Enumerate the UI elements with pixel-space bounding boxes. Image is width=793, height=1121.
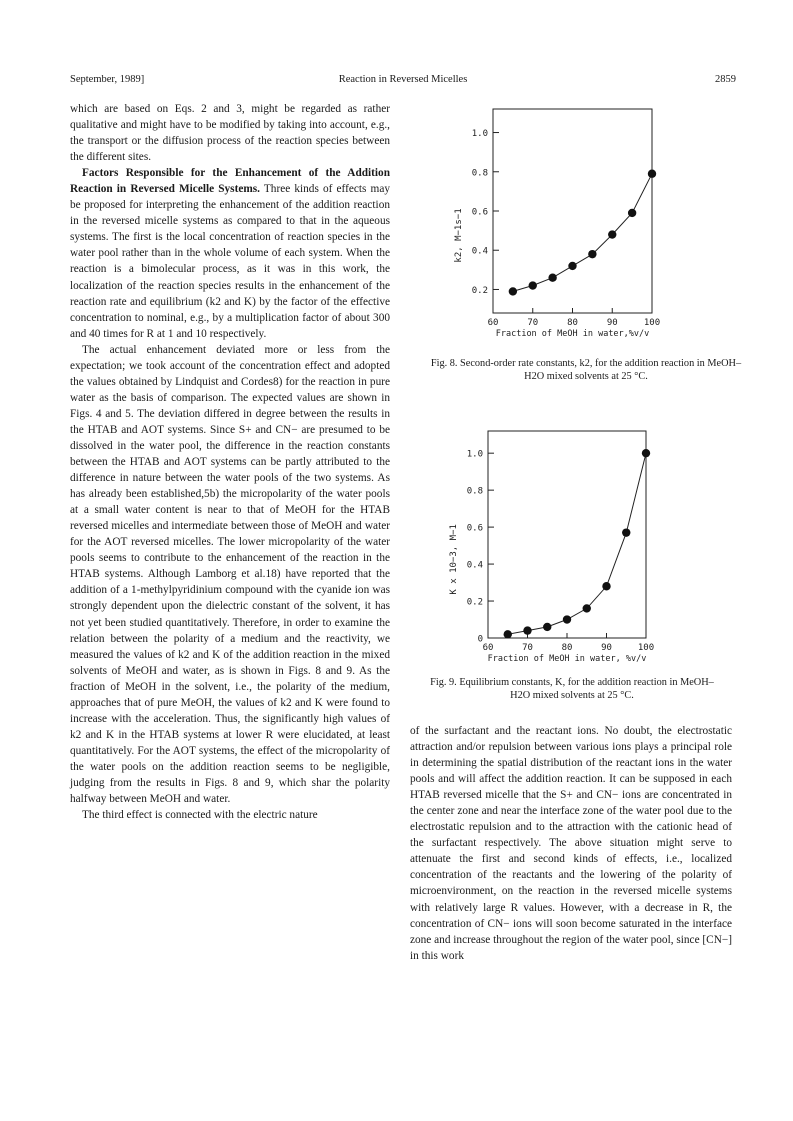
header-title: Reaction in Reversed Micelles [338, 74, 468, 85]
data-point [523, 626, 531, 634]
left-column [70, 101, 390, 823]
data-point [509, 287, 517, 295]
data-point [602, 582, 610, 590]
y-tick-label: 0.2 [466, 597, 483, 608]
x-axis-label: Fraction of MeOH in water,%v/v [495, 329, 650, 339]
y-tick-label: 0.4 [466, 560, 483, 571]
y-tick-label: 0.2 [471, 285, 488, 296]
paragraph: of the surfactant and the reactant ions. No doubt, the electrostatic attraction and/or repulsion between various ions plays a principal role in determining the spatial distribution of the reactant ions in the water pools and will affect the addition reaction. It can be supposed in each HTAB reversed micelle that the S+ and CN− ions are concentrated in the center zone and near the interface zone of the water pool due to the electrostatic repulsion and to the attraction with the cationic head of the surfactant respectively. The above situation might serve to attenuate the first and second kinds of effects, i.e., localized concentration of the reactants and the lowering of the polarity of microenvironment, on the reaction in the reversed micelle systems with relatively large R values. However, with a decrease in R, the concentration of CN− ions will soon become saturated in the interface zone and increase throughout the region of the water pool, since [CN−] in this work [410, 725, 732, 962]
x-tick-label: 70 [522, 643, 533, 653]
paragraph-body: Three kinds of effects may be proposed for interpreting the enhancement of the addition reaction in the reversed micelle systems as compared to that in the aqueous systems. The first is the local concentration of reaction species in the water pool rather than in the whole volume of each system. When the reaction is a bimolecular process, as it was in this work, the localization of the reaction species results in the enhancement of the reaction rate and equilibrium (k2 and K) by the factor of the effective concentration to nominal, e.g., by a multiplication factor of about 300 and 40 times for R at 1 and 10 respectively. [70, 183, 390, 340]
plot-frame [488, 431, 646, 638]
data-point [568, 262, 576, 270]
data-point [622, 528, 630, 536]
right-column [410, 723, 732, 964]
figure-8-chart [440, 101, 740, 381]
trend-line [513, 174, 652, 292]
y-tick-label: 0 [477, 634, 483, 645]
data-point [548, 273, 556, 281]
x-tick-label: 90 [606, 318, 618, 328]
y-tick-label: 0.4 [471, 246, 488, 257]
x-tick-label: 100 [643, 318, 661, 328]
figure-8-caption: Fig. 8. Second-order rate constants, k2, for the addition reaction in MeOH–H2O mixed solvents at 25 °C. [430, 358, 742, 382]
x-tick-label: 100 [637, 643, 655, 653]
x-tick-label: 90 [601, 643, 612, 653]
y-tick-label: 0.8 [471, 168, 488, 179]
x-tick-label: 80 [567, 318, 578, 328]
data-point [648, 170, 656, 178]
paragraph: The actual enhancement deviated more or less from the expectation; we took account of the concentration effect and adopted the values obtained by Lindquist and Cordes8) for the reaction in pure water as the basis of comparison. The expected values are shown in Figs. 4 and 5. The deviation differed in degree between the results in the HTAB and AOT systems. Since S+ and CN− are presumed to be dissolved in the water pool, the difference in the reaction constants between the HTAB and AOT systems can be partly attributed to the difference in nature between the water pools of the two systems. As has already been established,5b) the micropolarity of the water pools at a small water content is near to that of MeOH for the HTAB reversed micelles and intermediate between those of MeOH and water for the AOT reversed micelles. The lower micropolarity of the water pools seems to contribute to the enhancement of the reaction in the HTAB systems. Although Lamborg et al.18) have reported that the addition of a 1-methylpyridinium compound with the cyanide ion was strongly dependent upon the dielectric constant of the solvent, it has not yet been studied quantitatively. Therefore, in order to examine the relation between the polarity of a medium and the reactivity, we measured the values of k2 and K of the addition reaction in the mixed solvents of MeOH and water, as is shown in Figs. 8 and 9. As the fraction of MeOH in the solvent, i.e., the polarity of the medium, approaches that of pure MeOH, the values of k2 and K were found to increase with the acceleration. Thus, the significantly high values of k2 and K in the HTAB systems at lower R were elucidated, at least quantitatively. For the AOT systems, the effect of the micropolarity of the water pools on the addition reaction seems to be negligible, judging from the results in Figs. 8 and 9, which shar the polarity halfway between MeOH and water. [70, 343, 390, 806]
trend-line [508, 453, 646, 634]
y-tick-label: 0.6 [471, 207, 488, 218]
figure-9-chart [420, 413, 740, 703]
x-tick-label: 60 [487, 318, 499, 328]
data-point [642, 449, 650, 457]
y-axis-label: k2, M−1s−1 [454, 208, 464, 263]
x-axis-label: Fraction of MeOH in water, %v/v [487, 654, 647, 664]
data-point [583, 604, 591, 612]
data-point [563, 615, 571, 623]
y-axis-label: K x 10−3, M−1 [449, 524, 459, 595]
data-point [588, 250, 596, 258]
data-point [608, 230, 616, 238]
paragraph: The third effect is connected with the electric nature [82, 809, 318, 822]
data-point [628, 209, 636, 217]
running-header [70, 74, 736, 90]
figure-9-caption: Fig. 9. Equilibrium constants, K, for the addition reaction in MeOH–H2O mixed solvents at 25 °C. [430, 677, 714, 701]
section-heading: Factors Responsible for the Enhancement of the Addition Reaction in Reversed Micelle Systems. [70, 167, 390, 196]
data-point [504, 630, 512, 638]
data-point [529, 281, 537, 289]
plot-frame [493, 109, 652, 313]
paragraph [70, 165, 390, 342]
y-tick-label: 1.0 [471, 129, 488, 140]
x-tick-label: 70 [527, 318, 539, 328]
y-tick-label: 1.0 [466, 449, 483, 460]
header-date: September, 1989] [70, 74, 145, 85]
x-tick-label: 80 [561, 643, 573, 653]
page-number: 2859 [715, 74, 736, 85]
data-point [543, 623, 551, 631]
paragraph: which are based on Eqs. 2 and 3, might be regarded as rather qualitative and might have to be modified by taking into account, e.g., the transport or the diffusion process of the reaction species between the different sites. [70, 103, 390, 164]
x-tick-label: 60 [482, 643, 494, 653]
y-tick-label: 0.6 [466, 523, 483, 534]
y-tick-label: 0.8 [466, 486, 483, 497]
